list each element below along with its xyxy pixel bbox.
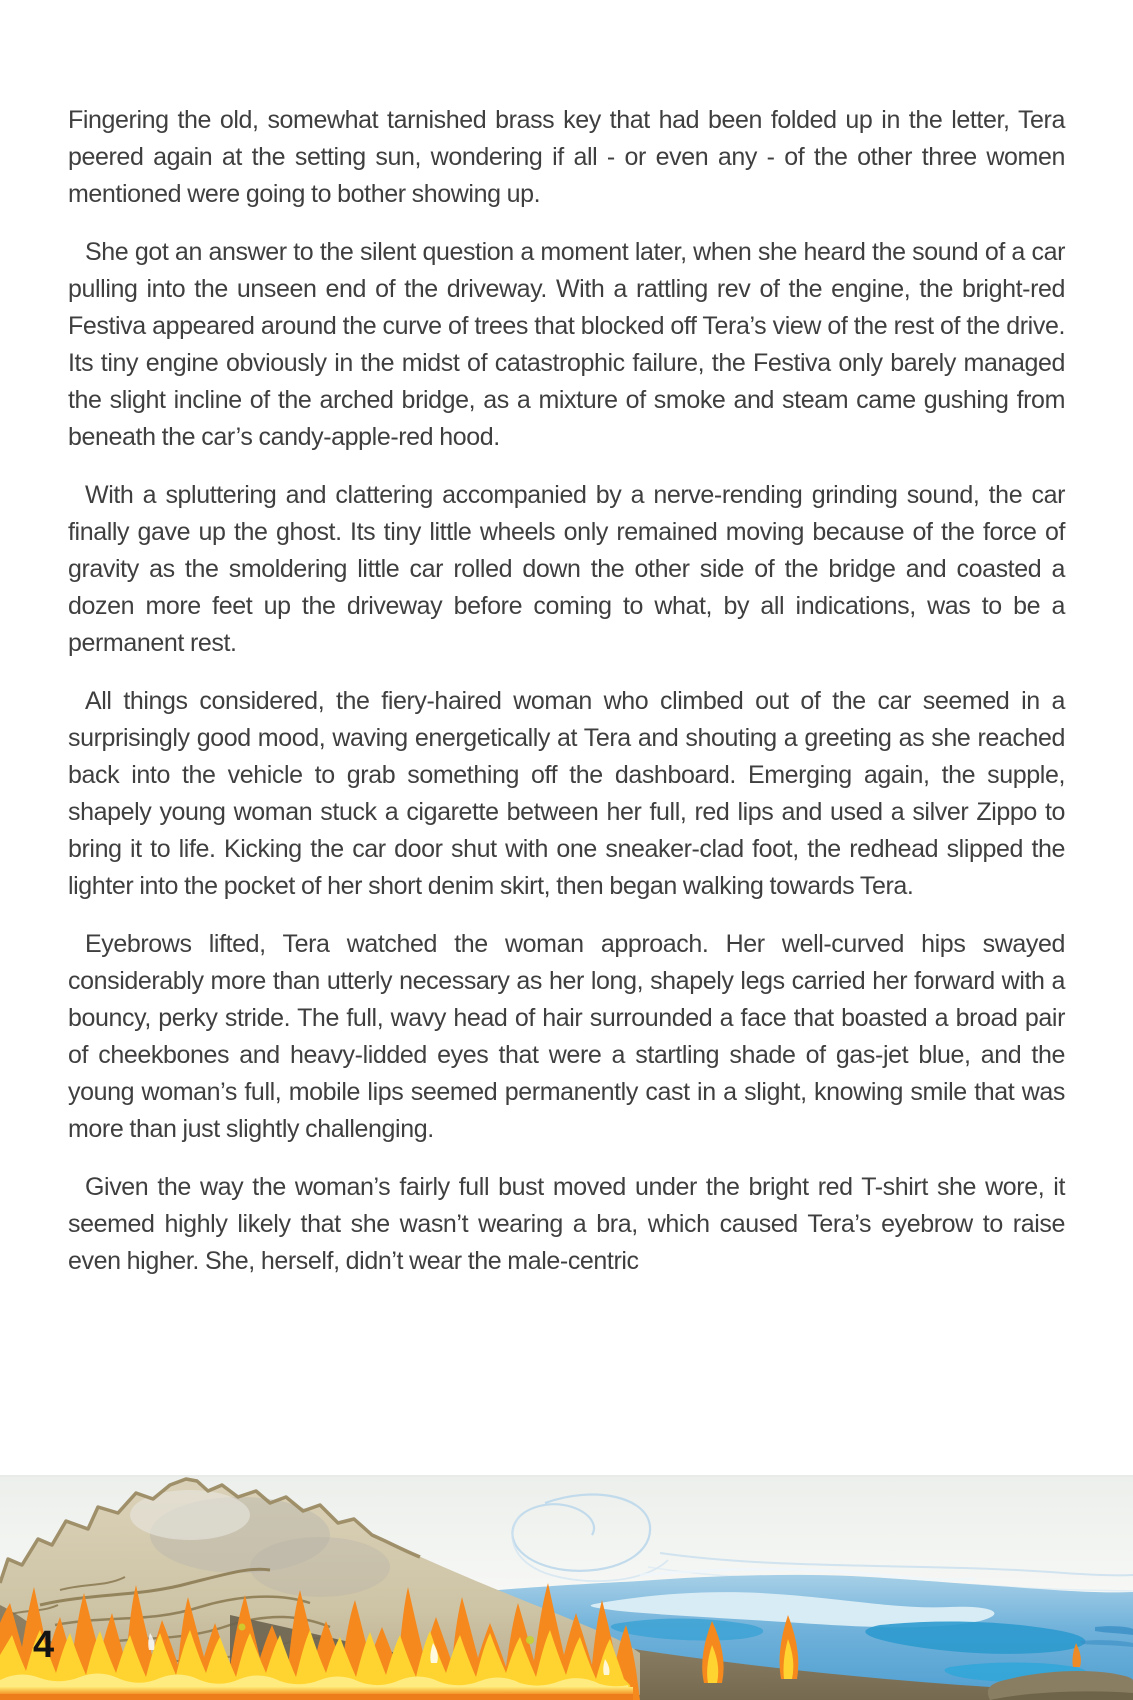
body-text <box>68 102 1065 1301</box>
paragraph-3: With a spluttering and clattering accompanied by a nerve-rending grinding sound, the car finally gave up the ghost. Its tiny little wheels only remained moving because of the force of gravity as the smoldering little car rolled down the other side of the bridge and coasted a dozen more feet up the driveway before coming to what, by all indications, was to be a permanent rest. <box>68 481 1065 657</box>
paragraph-1: Fingering the old, somewhat tarnished brass key that had been folded up in the letter, Tera peered again at the setting sun, wondering if all - or even any - of the other three women mentioned were going to bother showing up. <box>68 106 1065 208</box>
paragraph-6: Given the way the woman’s fairly full bust moved under the bright red T-shirt she wore, it seemed highly likely that she wasn’t wearing a bra, which caused Tera’s eyebrow to raise even higher. She, herself, didn’t wear the male-centric <box>68 1173 1065 1275</box>
flame-base <box>0 1687 633 1695</box>
paragraph-2: She got an answer to the silent question a moment later, when she heard the sound of a car pulling into the unseen end of the driveway. With a rattling rev of the engine, the bright-red Festiva appeared around the curve of trees that blocked off Tera’s view of the rest of the drive. Its tiny engine obviously in the midst of catastrophic failure, the Festiva only barely managed the slight incline of the arched bridge, as a mixture of smoke and steam came gushing from beneath the car’s candy-apple-red hood. <box>68 238 1065 451</box>
paragraph-4: All things considered, the fiery-haired woman who climbed out of the car seemed in a surprisingly good mood, waving energetically at Tera and shouting a greeting as she reached back into the vehicle to grab something off the dashboard. Emerging again, the supple, shapely young woman stuck a cigarette between her full, red lips and used a silver Zippo to bring it to life. Kicking the car door shut with one sneaker-clad foot, the redhead slipped the lighter into the pocket of her short denim skirt, then began walking towards Tera. <box>68 687 1065 900</box>
footer-art-svg <box>0 1475 1133 1700</box>
footer-illustration <box>0 1475 1133 1700</box>
paragraph-5: Eyebrows lifted, Tera watched the woman approach. Her well-curved hips swayed considerably more than utterly necessary as her long, shapely legs carried her forward with a bouncy, perky stride. The full, wavy head of hair surrounded a face that boasted a broad pair of cheekbones and heavy-lidded eyes that were a startling shade of gas-jet blue, and the young woman’s full, mobile lips seemed permanently cast in a slight, knowing smile that was more than just slightly challenging. <box>68 930 1065 1143</box>
page-number: 4 <box>33 1624 55 1666</box>
